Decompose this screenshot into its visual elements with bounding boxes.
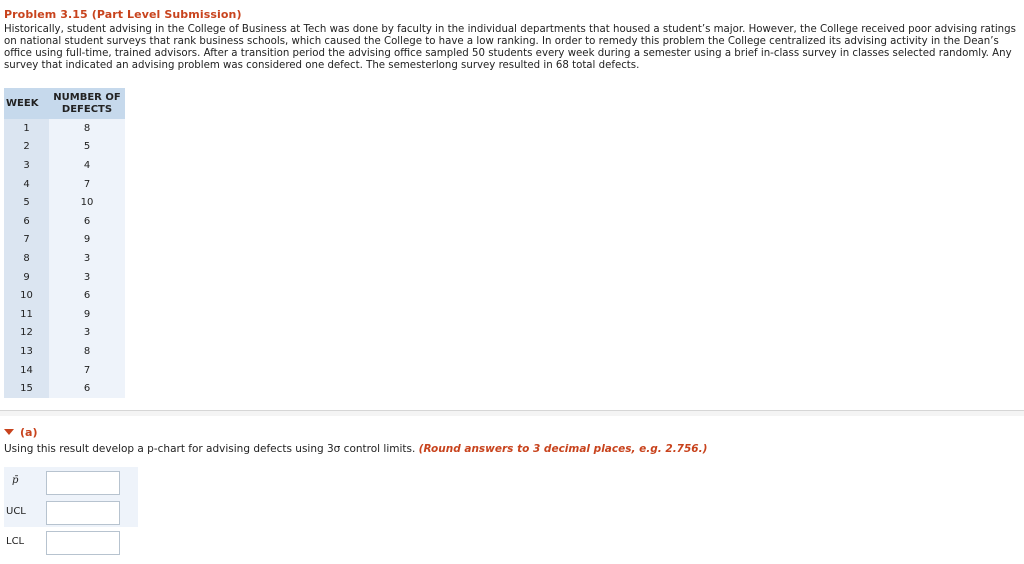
table-row: [4, 249, 125, 268]
table-row: [4, 379, 125, 398]
week-cell: 8: [4, 249, 49, 268]
lcl-row: [4, 530, 138, 556]
pbar-label: p̄: [12, 475, 19, 486]
table-row: [4, 305, 125, 324]
defects-cell: 6: [49, 286, 125, 305]
defects-cell: 6: [49, 379, 125, 398]
week-cell: 14: [4, 361, 49, 380]
defects-cell: 3: [49, 324, 125, 343]
defects-cell: 8: [49, 342, 125, 361]
table-row: [4, 268, 125, 287]
table-row: [4, 156, 125, 175]
table-header-row: [4, 88, 125, 119]
pbar-row: [4, 467, 138, 495]
part-a-header[interactable]: [4, 426, 37, 439]
table-row: [4, 231, 125, 250]
defects-cell: 7: [49, 361, 125, 380]
week-cell: 1: [4, 119, 49, 138]
week-cell: 13: [4, 342, 49, 361]
rounding-note: (Round answers to 3 decimal places, e.g. 2.756.): [418, 443, 708, 455]
part-a-instruction: [4, 443, 707, 455]
column-header-defects: [49, 88, 125, 119]
table-row: [4, 361, 125, 380]
table-row: [4, 324, 125, 343]
answer-fields-panel: [4, 467, 138, 527]
instruction-text: Using this result develop a p-chart for advising defects using 3σ control limits.: [4, 443, 416, 455]
week-cell: 15: [4, 379, 49, 398]
table-row: [4, 286, 125, 305]
problem-intro: Historically, student advising in the College of Business at Tech was done by faculty in the individual departments that housed a student’s major. However, the College received poor advising ratings on national student surveys that rank business schools, which caused the College to have a low ranking. In order to remedy this problem the College centralized its advising activity in the Dean’s office using full-time, trained advisors. After a transition period the advising office sampled 50 students every week during a semester using a brief in-class survey in classes selected randomly. Any survey that indicated an advising problem was considered one defect. The semesterlong survey resulted in 68 total defects.: [4, 24, 1016, 71]
defects-cell: 9: [49, 231, 125, 250]
defects-cell: 10: [49, 193, 125, 212]
week-cell: 11: [4, 305, 49, 324]
collapse-triangle-icon[interactable]: [4, 429, 14, 435]
table-row: [4, 175, 125, 194]
pbar-input[interactable]: [46, 471, 120, 495]
part-a-label: (a): [20, 426, 38, 439]
lcl-input[interactable]: [46, 531, 120, 555]
ucl-row: [4, 497, 138, 525]
week-cell: 5: [4, 193, 49, 212]
table-row: [4, 193, 125, 212]
problem-title: Problem 3.15 (Part Level Submission): [4, 8, 242, 21]
defects-cell: 4: [49, 156, 125, 175]
column-header-defects-line1: NUMBER OF: [53, 91, 121, 103]
column-header-defects-line2: DEFECTS: [61, 103, 113, 115]
defects-cell: 7: [49, 175, 125, 194]
defects-table: [4, 88, 125, 398]
week-cell: 12: [4, 324, 49, 343]
section-divider: [0, 410, 1024, 416]
table-row: [4, 119, 125, 138]
defects-cell: 6: [49, 212, 125, 231]
ucl-input[interactable]: [46, 501, 120, 525]
table-row: [4, 138, 125, 157]
week-cell: 7: [4, 231, 49, 250]
defects-cell: 8: [49, 119, 125, 138]
defects-cell: 5: [49, 138, 125, 157]
defects-cell: 3: [49, 249, 125, 268]
week-cell: 4: [4, 175, 49, 194]
week-cell: 10: [4, 286, 49, 305]
week-cell: 3: [4, 156, 49, 175]
table-row: [4, 212, 125, 231]
lcl-label: LCL: [6, 536, 25, 547]
table-row: [4, 342, 125, 361]
week-cell: 9: [4, 268, 49, 287]
defects-cell: 9: [49, 305, 125, 324]
column-header-week: WEEK: [4, 88, 49, 119]
defects-cell: 3: [49, 268, 125, 287]
ucl-label: UCL: [6, 506, 26, 517]
week-cell: 2: [4, 138, 49, 157]
week-cell: 6: [4, 212, 49, 231]
